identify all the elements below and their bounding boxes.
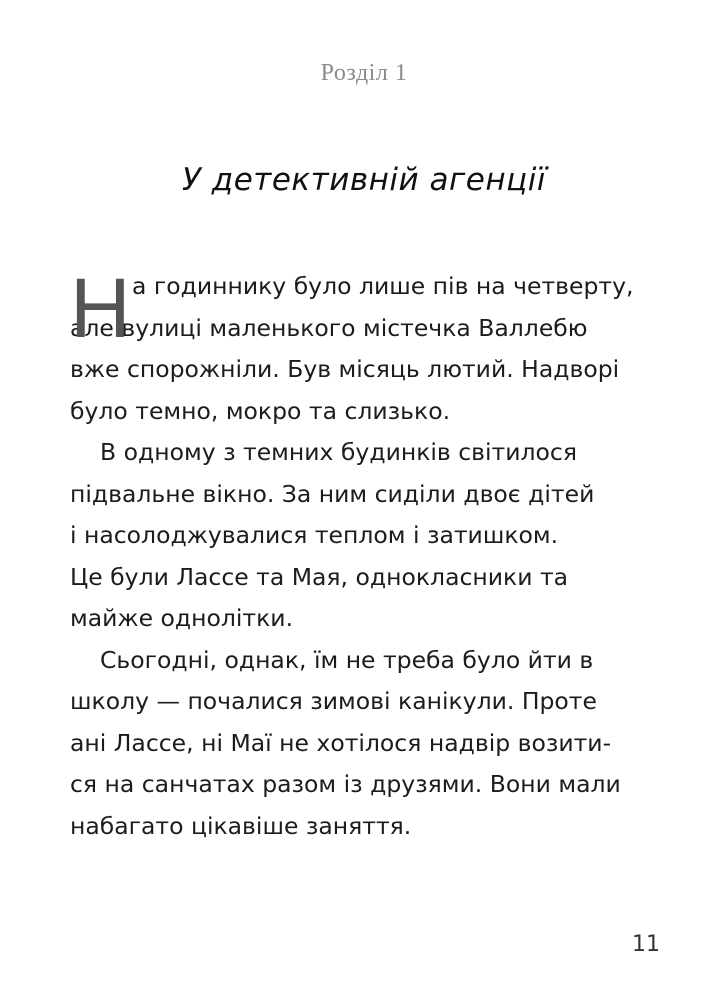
chapter-title: У детективній агенції bbox=[182, 162, 546, 198]
text-line: вже спорожніли. Був місяць лютий. Надворі bbox=[70, 355, 620, 383]
text-line: і насолоджувалися теплом і затишком. bbox=[70, 521, 559, 549]
text-line: але вулиці маленького містечка Валлебю bbox=[70, 313, 588, 342]
text-line: школу — почалися зимові канікули. Проте bbox=[70, 687, 597, 715]
paragraph-1 bbox=[70, 261, 670, 432]
text-line: а годиннику було лише пів на четверту, bbox=[132, 272, 634, 300]
paragraph-3 bbox=[70, 640, 670, 848]
text-line: Сьогодні, однак, їм не треба було йти в bbox=[100, 645, 594, 674]
text-line: підвальне вікно. За ним сиділи двоє дітей bbox=[70, 479, 595, 508]
body-text bbox=[70, 261, 670, 847]
text-line: В одному з темних будинків світилося bbox=[100, 438, 577, 466]
page-number: 11 bbox=[632, 932, 660, 957]
text-line: ся на санчатах разом із друзями. Вони мали bbox=[70, 770, 621, 798]
text-line: ані Лассе, ні Маї не хотілося надвір возити- bbox=[70, 728, 612, 757]
text-line: Це були Лассе та Мая, однокласники та bbox=[70, 562, 569, 591]
text-line: набагато цікавіше заняття. bbox=[70, 811, 412, 840]
text-line: майже однолітки. bbox=[70, 604, 294, 632]
text-line: було темно, мокро та слизько. bbox=[70, 396, 451, 425]
drop-cap: Н bbox=[70, 261, 131, 355]
chapter-label: Розділ 1 bbox=[320, 60, 408, 86]
paragraph-2 bbox=[70, 432, 670, 640]
